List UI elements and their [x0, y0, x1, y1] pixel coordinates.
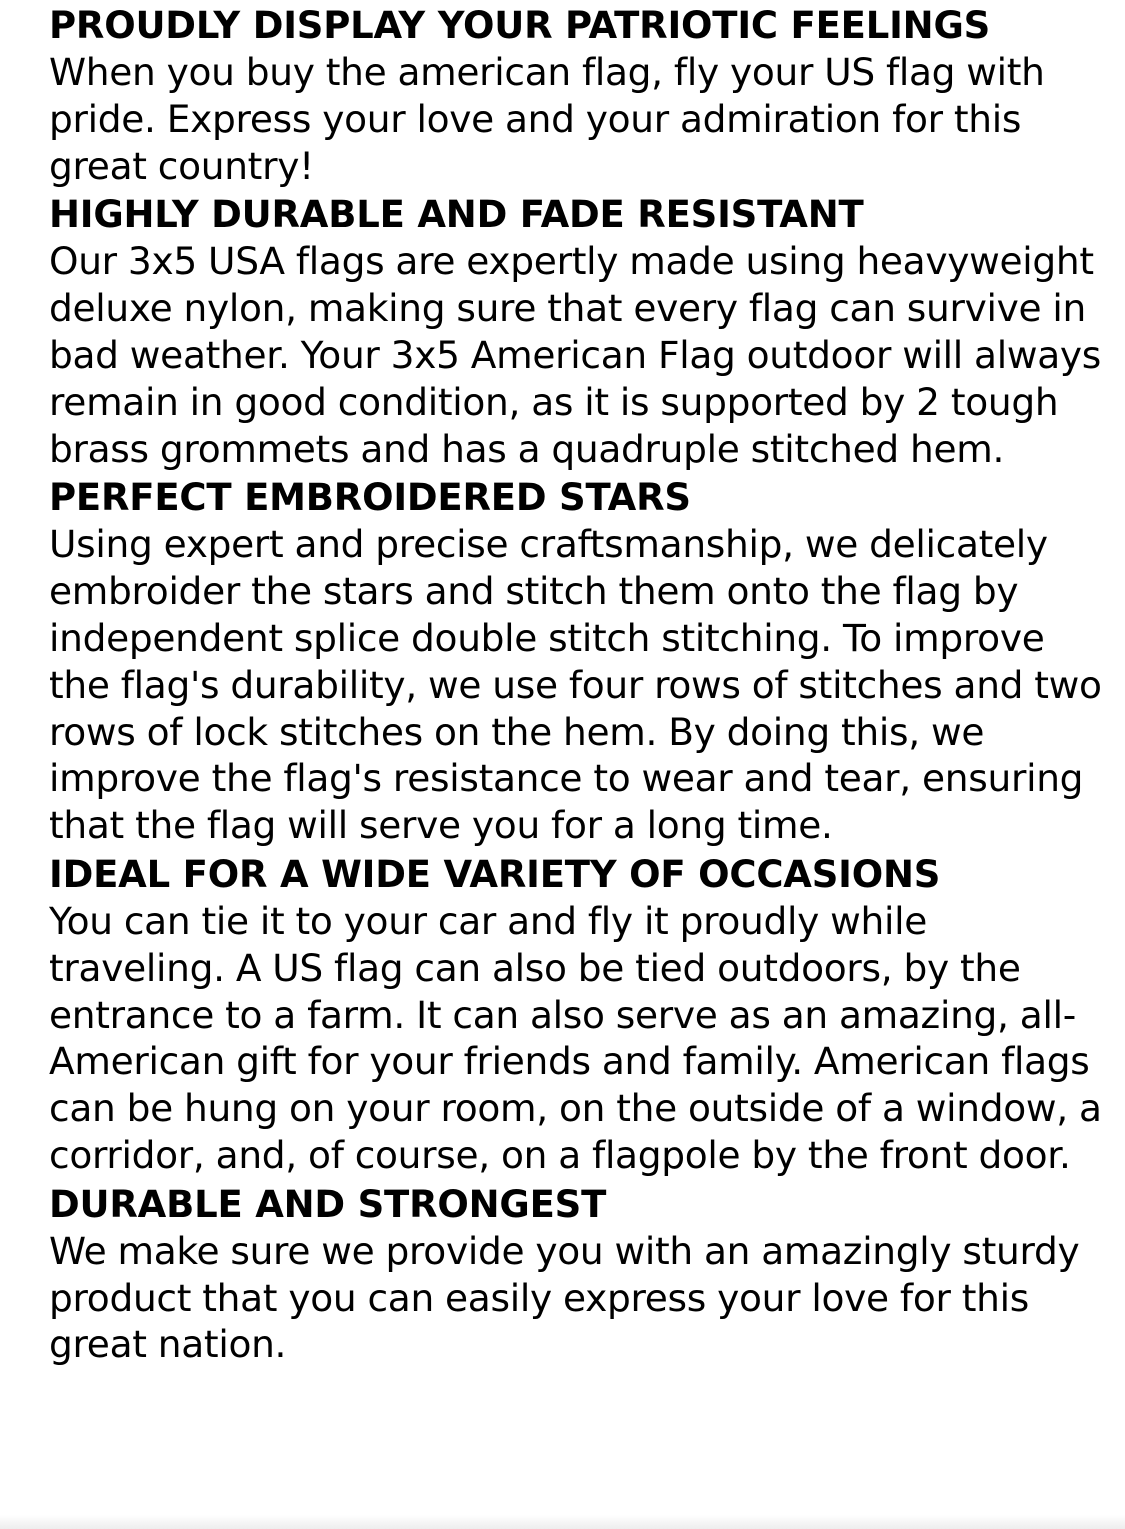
section-body: You can tie it to your car and fly it proudly while traveling. A US flag can also be tied outdoors, by the entrance to a farm. It can also serve as an amazing, all-American gift for your friends and family. American flags can be hung on your room, on the outside of a window, a corridor, and, of course, on a flagpole by the front door. [49, 898, 1102, 1177]
section-body: Our 3x5 USA flags are expertly made using heavyweight deluxe nylon, making sure that every flag can survive in bad weather. Your 3x5 American Flag outdoor will always remain in good condition, as it is supported by 2 tough brass grommets and has a quadruple stitched hem. [49, 239, 1102, 471]
section-durable-fade-resistant [49, 189, 1109, 472]
bottom-edge-shadow [0, 1515, 1125, 1529]
section-heading: PROUDLY DISPLAY YOUR PATRIOTIC FEELINGS [49, 4, 991, 47]
section-heading: DURABLE AND STRONGEST [49, 1182, 607, 1226]
section-embroidered-stars [49, 472, 1109, 849]
section-body: We make sure we provide you with an amazingly sturdy product that you can easily express your love for this great nation. [49, 1228, 1080, 1367]
section-heading: IDEAL FOR A WIDE VARIETY OF OCCASIONS [49, 852, 941, 896]
section-patriotic-feelings [49, 0, 1109, 189]
product-description [49, 0, 1109, 1368]
section-durable-strongest [49, 1179, 1109, 1368]
section-heading: PERFECT EMBROIDERED STARS [49, 476, 691, 520]
section-body: Using expert and precise craftsmanship, we delicately embroider the stars and stitch them onto the flag by independent splice double stitch stitching. To improve the flag's durability, we use four rows of stitches and two rows of lock stitches on the hem. By doing this, we improve the flag's resistance to wear and tear, ensuring that the flag will serve you for a long time. [49, 522, 1102, 848]
section-occasions [49, 849, 1109, 1179]
section-heading: HIGHLY DURABLE AND FADE RESISTANT [49, 193, 864, 237]
section-body: When you buy the american flag, fly your US flag with pride. Express your love and your admiration for this great country! [49, 50, 1045, 188]
